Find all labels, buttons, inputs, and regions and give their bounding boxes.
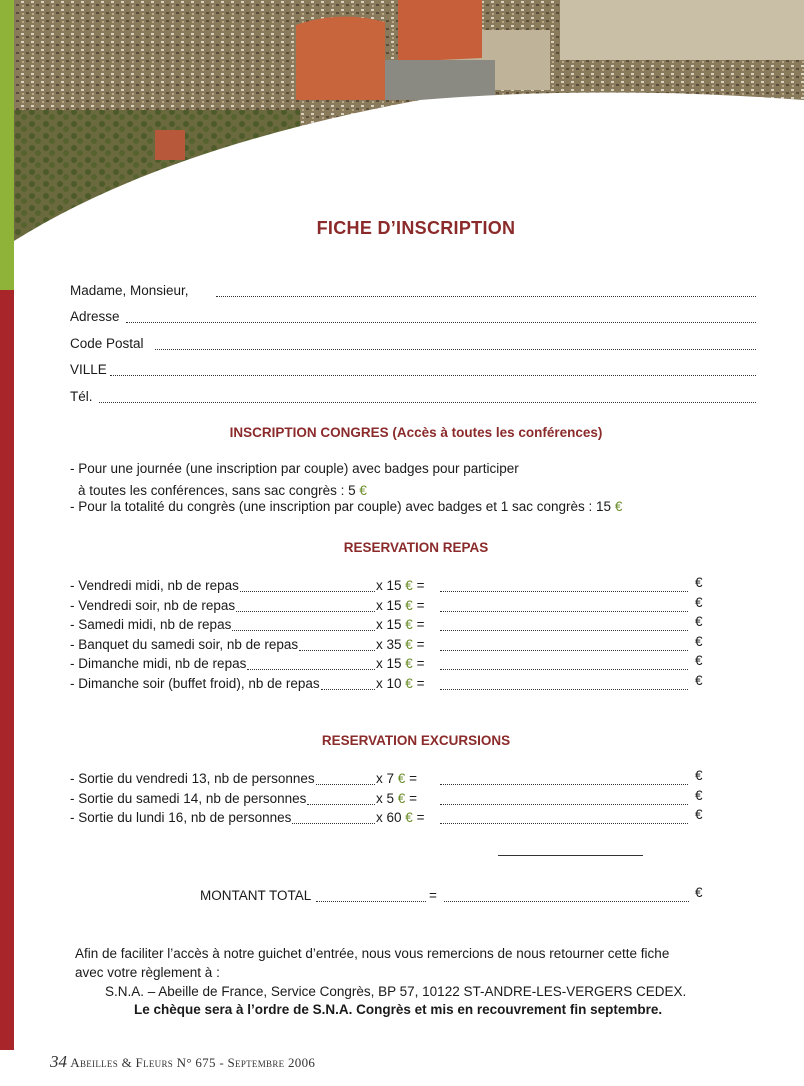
meal-amount-input[interactable] <box>440 650 688 651</box>
field-city-input[interactable] <box>110 375 756 376</box>
section-heading-congres: INSCRIPTION CONGRES (Accès à toutes les conférences) <box>229 425 603 440</box>
congres-line-3: - Pour la totalité du congrès (une inscription par couple) avec badges et 1 sac congrès : 15 € <box>70 499 623 514</box>
meal-label: - Dimanche soir (buffet froid), nb de repas <box>70 675 320 691</box>
total-separator <box>498 855 643 856</box>
total-dots <box>316 901 426 902</box>
field-name-input[interactable] <box>216 296 756 297</box>
meal-euro: € <box>695 633 703 649</box>
form-title: FICHE D’INSCRIPTION <box>316 218 516 238</box>
footer-line-1: Afin de faciliter l’accès à notre guichet d’entrée, nous vous remercions de nous retourner cette fiche <box>75 946 670 961</box>
excursion-amount-input[interactable] <box>440 823 688 824</box>
excursion-label: - Sortie du vendredi 13, nb de personnes <box>70 771 315 786</box>
excursion-euro: € <box>695 787 703 803</box>
meal-label: - Samedi midi, nb de repas <box>70 617 232 632</box>
page-folio <box>50 1052 315 1072</box>
meal-amount-input[interactable] <box>440 611 688 612</box>
excursion-count-input[interactable] <box>292 823 375 824</box>
meal-count-input[interactable] <box>232 630 375 631</box>
total-equals: = <box>429 888 437 903</box>
congres-line-1: - Pour une journée (une inscription par couple) avec badges pour participer <box>70 461 519 476</box>
total-amount-input[interactable] <box>444 901 689 902</box>
meal-euro: € <box>695 575 703 590</box>
excursion-amount-input[interactable] <box>440 804 688 805</box>
excursion-price: x 5 € = <box>376 790 417 806</box>
field-postcode-label: Code Postal <box>70 336 144 351</box>
field-address-input[interactable] <box>126 322 756 323</box>
meal-price: x 15 € = <box>376 617 425 632</box>
meal-euro: € <box>695 594 703 610</box>
meal-price: x 15 € = <box>376 578 425 593</box>
meal-price: x 10 € = <box>376 675 425 691</box>
meal-euro: € <box>695 614 703 629</box>
magazine-name: Abeilles & Fleurs N° 675 - Septembre 2006 <box>70 1055 316 1070</box>
meal-label: - Dimanche midi, nb de repas <box>70 656 247 671</box>
meal-price: x 15 € = <box>376 656 425 671</box>
section-heading-repas: RESERVATION REPAS <box>343 540 489 555</box>
excursion-price: x 7 € = <box>376 771 417 786</box>
excursion-euro: € <box>695 768 703 783</box>
excursion-count-input[interactable] <box>307 804 375 805</box>
meal-amount-input[interactable] <box>440 630 688 631</box>
footer-line-2: avec votre règlement à : <box>75 965 220 980</box>
meal-count-input[interactable] <box>247 669 375 670</box>
meal-amount-input[interactable] <box>440 669 688 670</box>
meal-label: - Vendredi midi, nb de repas <box>70 578 239 593</box>
section-heading-excursions: RESERVATION EXCURSIONS <box>321 733 511 748</box>
meal-count-input[interactable] <box>240 591 375 592</box>
field-name-label: Madame, Monsieur, <box>70 283 189 298</box>
meal-amount-input[interactable] <box>440 591 688 592</box>
footer-cheque: Le chèque sera à l’ordre de S.N.A. Congrès et mis en recouvrement fin septembre. <box>134 1002 663 1017</box>
meal-euro: € <box>695 672 703 688</box>
meal-label: - Banquet du samedi soir, nb de repas <box>70 636 299 652</box>
field-city-label: VILLE <box>70 362 107 377</box>
excursion-label: - Sortie du samedi 14, nb de personnes <box>70 790 307 806</box>
meal-price: x 35 € = <box>376 636 425 652</box>
footer-address: S.N.A. – Abeille de France, Service Congrès, BP 57, 10122 ST-ANDRE-LES-VERGERS CEDEX. <box>105 984 687 999</box>
total-euro: € <box>695 885 703 900</box>
meal-count-input[interactable] <box>321 689 375 690</box>
page-number: 34 <box>50 1052 67 1071</box>
total-label: MONTANT TOTAL <box>200 888 312 903</box>
excursion-price: x 60 € = <box>376 810 425 825</box>
meal-count-input[interactable] <box>236 611 375 612</box>
meal-price: x 15 € = <box>376 597 425 613</box>
excursion-amount-input[interactable] <box>440 784 688 785</box>
meal-amount-input[interactable] <box>440 689 688 690</box>
excursion-count-input[interactable] <box>316 784 375 785</box>
meal-label: - Vendredi soir, nb de repas <box>70 597 236 613</box>
meal-euro: € <box>695 653 703 668</box>
field-postcode-input[interactable] <box>155 349 756 350</box>
meal-count-input[interactable] <box>299 650 375 651</box>
field-phone-label: Tél. <box>70 389 93 404</box>
excursion-euro: € <box>695 807 703 822</box>
field-address-label: Adresse <box>70 309 120 324</box>
field-phone-input[interactable] <box>99 402 756 403</box>
excursion-label: - Sortie du lundi 16, nb de personnes <box>70 810 292 825</box>
congres-line-2: à toutes les conférences, sans sac congrès : 5 € <box>78 483 367 498</box>
